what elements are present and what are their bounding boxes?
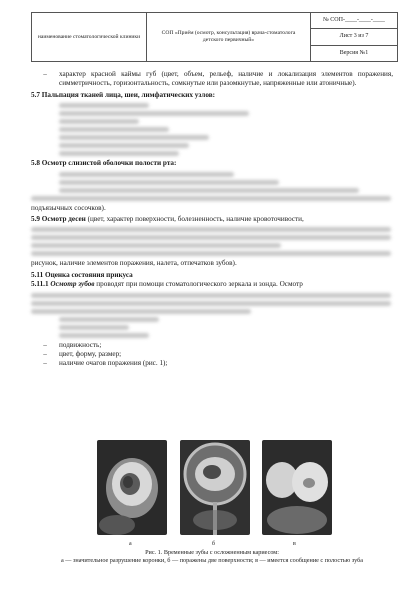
section-5-7-heading: 5.7 Пальпация тканей лица, шеи, лимфатических узлов: (31, 90, 216, 99)
sop-title-cell: СОП «Приём (осмотр, консультация) врача-стоматолога детского первичный» (147, 13, 311, 61)
list-item: – подвижность; (43, 340, 102, 349)
section-5-9-end: рисунок, наличие элементов поражения, налета, отпечатков зубов). (31, 259, 237, 268)
blurred-list (31, 103, 393, 156)
blurred-list (31, 172, 393, 193)
figure-label-a: а (129, 541, 132, 547)
list-item: – наличие очагов поражения (рис. 1); (43, 359, 168, 368)
figure-caption (31, 549, 393, 564)
list-item: – характер красной каймы губ (цвет, объем, рельеф, наличие и локализация элементов поражения, симметричность, горизонтальность, сомкнутые или разомкнутые, напряженные или атоничные). (43, 70, 393, 88)
section-5-8-heading: 5.8 Осмотр слизистой оболочки полости рта: (31, 159, 177, 168)
section-5-11-heading: 5.11 Оценка состояния прикуса (31, 270, 133, 279)
sop-number: № СОП-____-____-____ (311, 13, 397, 29)
section-5-9-heading: 5.9 Осмотр десен (31, 215, 86, 224)
clinic-name-cell: наименование стоматологической клиники (32, 13, 147, 61)
lips-bullet-text: характер красной каймы губ (цвет, объем, рельеф, наличие и локализация элементов поражения, симметричность, горизонтальность, сомкнутые или разомкнутые, напряженные или атоничные). (59, 70, 393, 88)
list-item: – цвет, форму, размер; (43, 350, 122, 359)
section-5-11-1-title: Осмотр зубов (50, 280, 95, 289)
section-5-8-end: подъязычных сосочков). (31, 203, 106, 212)
figure-label-c: в (293, 541, 296, 547)
figure-caption-title: Рис. 1. Временные зубы с осложненным кариесом: (145, 549, 279, 556)
section-5-11-1-paragraph: 5.11.1 Осмотр зубов проводят при помощи стоматологического зеркала и зонда. Осмотр (31, 280, 303, 289)
tooth-photo-a (97, 440, 167, 535)
blurred-list (31, 317, 393, 338)
figure-1 (97, 440, 333, 540)
document-header-table (31, 12, 398, 62)
version-number: Версия №1 (339, 49, 369, 56)
figure-caption-text: а — значительное разрушение коронки, б — поражены две поверхности; в — имеется сообщение с полостью зуба (60, 556, 364, 564)
document-body (31, 70, 393, 369)
section-5-9-paragraph: 5.9 Осмотр десен (цвет, характер поверхности, болезненность, наличие кровоточивости, (31, 215, 304, 224)
sop-meta-cell (311, 13, 397, 61)
sheet-number: Лист 3 из 7 (311, 29, 397, 45)
tooth-photo-c (262, 440, 332, 535)
figure-label-b: б (212, 541, 216, 547)
tooth-photo-b (180, 440, 250, 535)
